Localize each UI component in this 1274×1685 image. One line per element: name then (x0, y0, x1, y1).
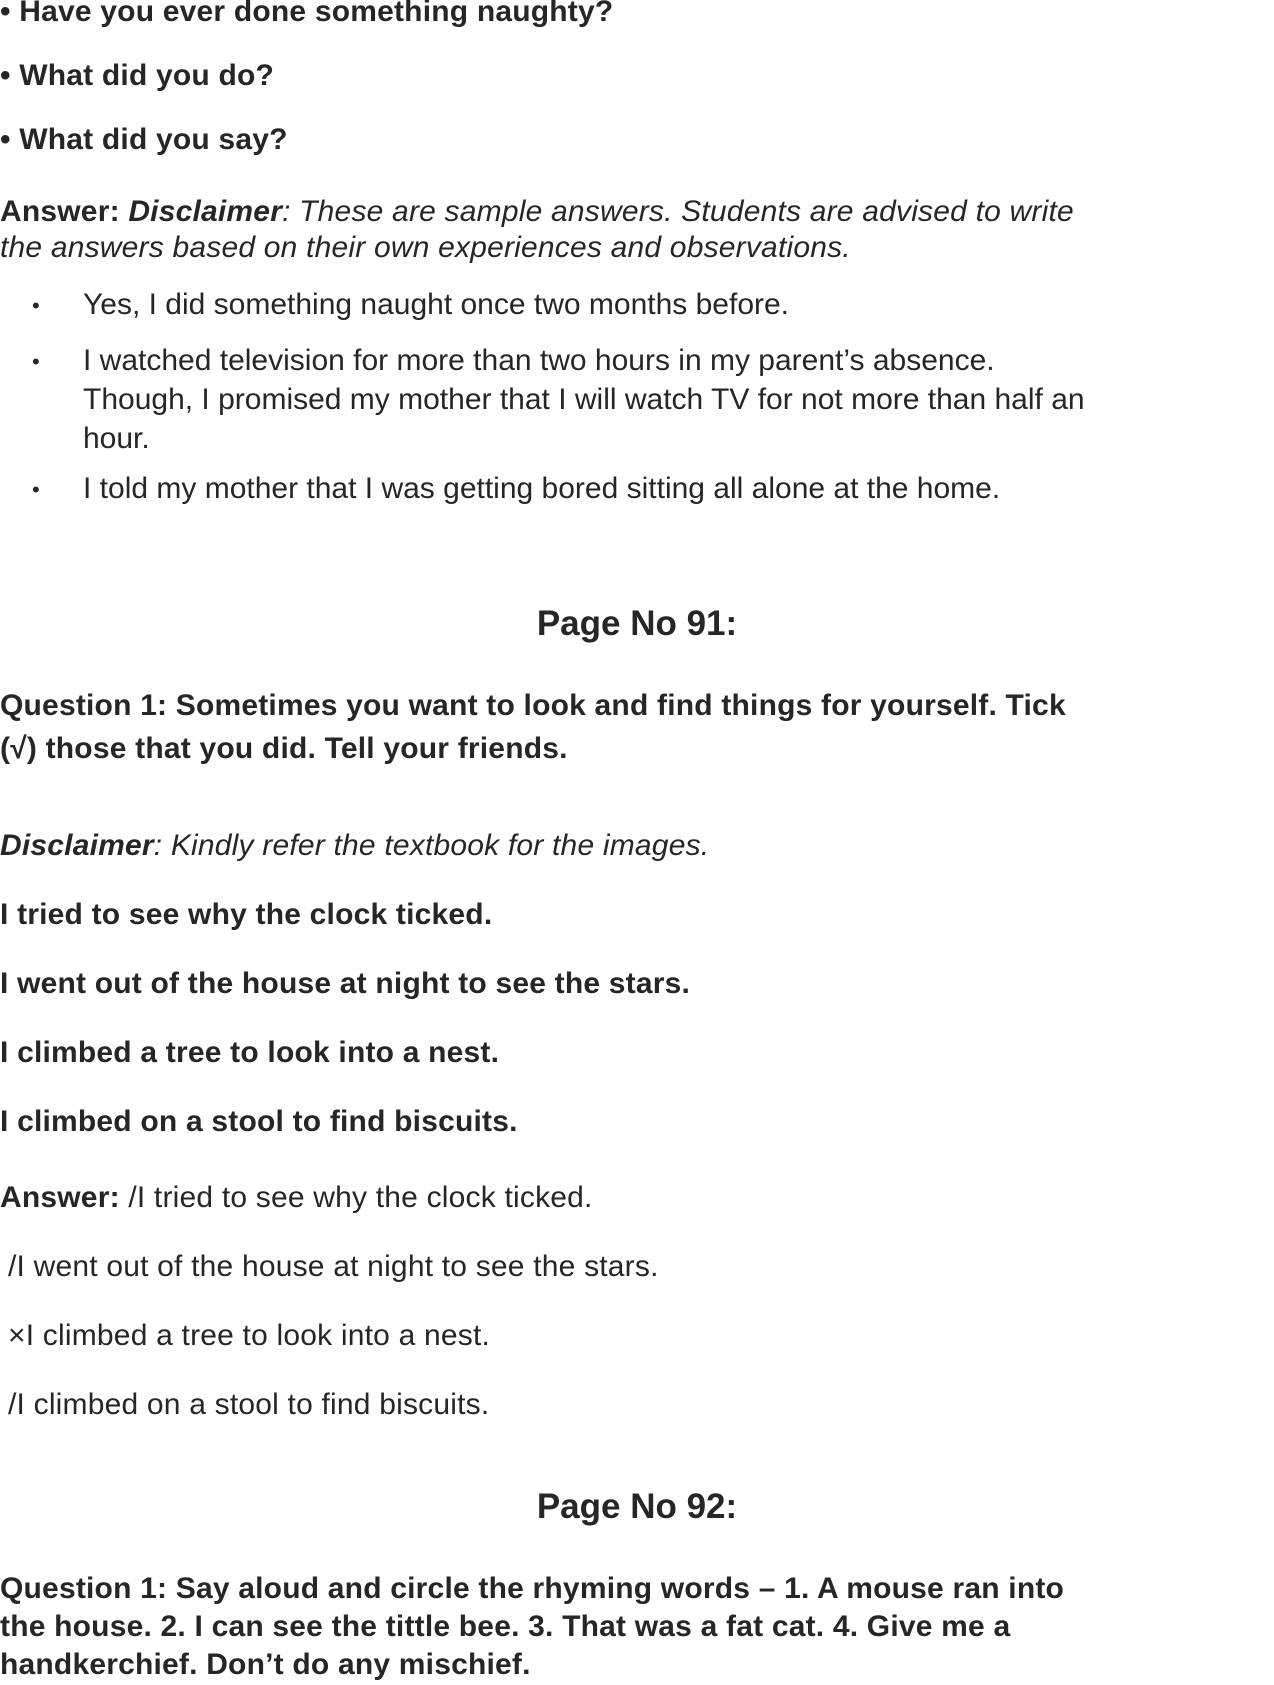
page-91-answer-4 (8, 1387, 489, 1423)
page-91-option-2: I went out of the house at night to see the stars. (0, 967, 691, 1000)
answer-text: I climbed a tree to look into a nest. (25, 1319, 491, 1352)
tick-mark: / (8, 1250, 17, 1283)
page-91-option-4: I climbed on a stool to find biscuits. (0, 1105, 518, 1138)
page-92-question-line-2: the house. 2. I can see the tittle bee. 3. That was a fat cat. 4. Give me a (0, 1610, 1011, 1643)
tick-mark: / (128, 1181, 137, 1214)
disclaimer-text: : Kindly refer the textbook for the images. (153, 829, 710, 862)
tick-mark: / (8, 1388, 17, 1421)
page-92-question-line-3: handkerchief. Don’t do any mischief. (0, 1648, 531, 1681)
intro-question-2: • What did you do? (0, 59, 275, 92)
disclaimer-text: : These are sample answers. Students are advised to write (282, 195, 1074, 228)
answer-text: I went out of the house at night to see the stars. (16, 1250, 659, 1283)
page-91-question-line-2: (√) those that you did. Tell your friends. (0, 732, 568, 765)
page-91-answer-2 (8, 1249, 659, 1285)
answer-bullet-1: Yes, I did something naught once two months before. (83, 288, 790, 321)
page-91-answer-3 (8, 1318, 490, 1354)
page-91-answer-1 (0, 1180, 593, 1216)
intro-question-3: • What did you say? (0, 123, 288, 156)
answer-disclaimer-line-1 (0, 194, 1074, 230)
answer-bullet-2-line-1: I watched television for more than two hours in my parent’s absence. (83, 344, 995, 377)
page-91-disclaimer (0, 828, 709, 864)
page-92-heading: Page No 92: (536, 1487, 738, 1526)
page-91-question-line-1: Question 1: Sometimes you want to look and find things for yourself. Tick (0, 689, 1066, 722)
bullet-icon: • (32, 349, 40, 374)
answer-text: I climbed on a stool to find biscuits. (16, 1388, 490, 1421)
disclaimer-label: Disclaimer (128, 195, 283, 228)
page-91-option-1: I tried to see why the clock ticked. (0, 898, 493, 931)
page-91-heading: Page No 91: (536, 604, 738, 643)
page-91-option-3: I climbed a tree to look into a nest. (0, 1036, 500, 1069)
answer-bullet-3: I told my mother that I was getting bored sitting all alone at the home. (83, 472, 1001, 505)
cross-mark: × (8, 1319, 26, 1352)
intro-question-1: • Have you ever done something naughty? (0, 0, 614, 28)
bullet-icon: • (32, 293, 40, 318)
answer-label: Answer: (0, 195, 120, 228)
page-92-question-line-1: Question 1: Say aloud and circle the rhyming words – 1. A mouse ran into (0, 1572, 1065, 1605)
answer-label: Answer: (0, 1181, 120, 1214)
disclaimer-label: Disclaimer (0, 829, 154, 862)
bullet-icon: • (32, 477, 40, 502)
answer-text: I tried to see why the clock ticked. (136, 1181, 593, 1214)
answer-bullet-2-line-3: hour. (83, 422, 150, 455)
answer-bullet-2-line-2: Though, I promised my mother that I will watch TV for not more than half an (83, 383, 1085, 416)
answer-disclaimer-line-2: the answers based on their own experiences and observations. (0, 231, 851, 264)
